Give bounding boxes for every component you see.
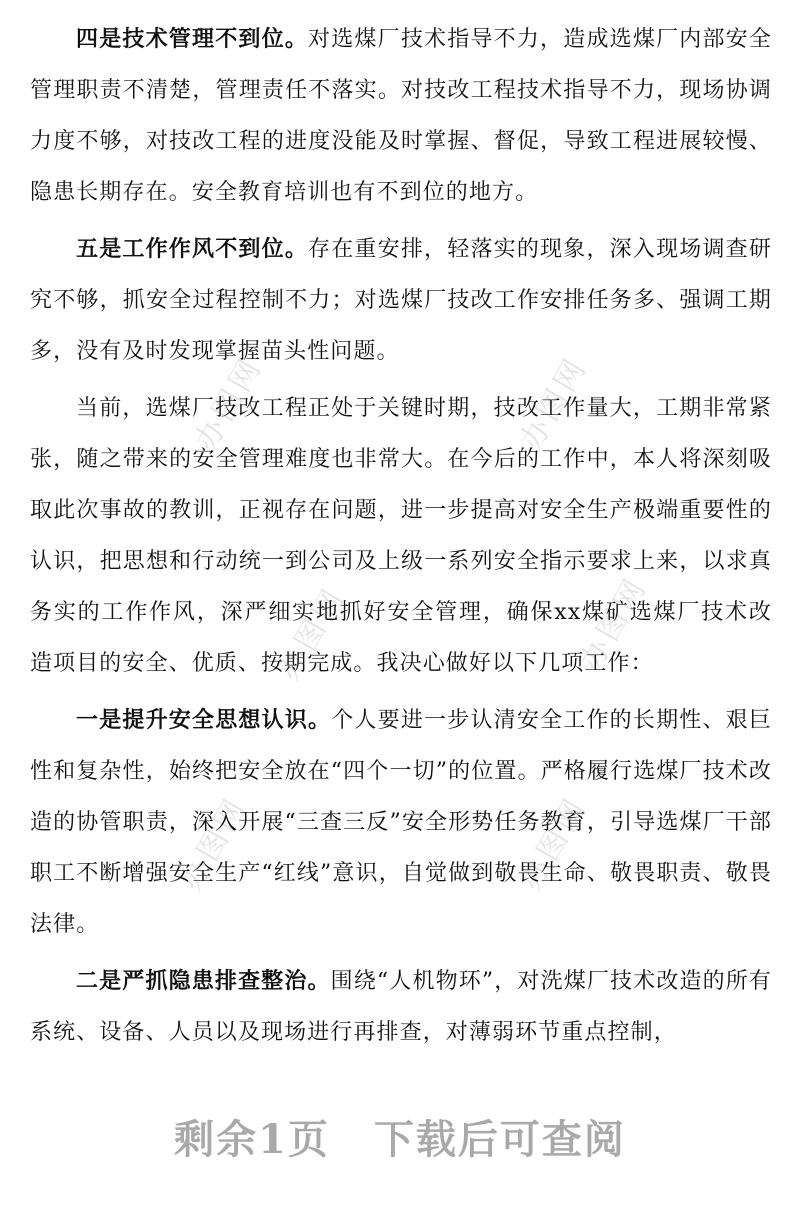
paragraph-lead: 二是严抓隐患排查整治。 xyxy=(76,968,331,994)
paragraph-lead: 五是工作作风不到位。 xyxy=(76,236,309,262)
download-notice[interactable] xyxy=(0,1108,800,1165)
watermark: 办图网 xyxy=(513,350,595,457)
watermark: 办图网 xyxy=(271,580,353,687)
paragraph-text: 存在重安排，轻落实的现象，深入现场调查研究不够，抓安全过程控制不力；对选煤厂技改工作安排任务多、强调工期多，没有及时发现掌握苗头性问题。 xyxy=(30,237,772,364)
paragraph-work-style xyxy=(30,224,772,377)
paragraph-lead: 一是提升安全思想认识。 xyxy=(76,707,332,733)
paragraph-text: 对选煤厂技术指导不力，造成选煤厂内部安全管理职责不清楚，管理责任不落实。对技改工程技术指导不力，现场协调力度不够，对技改工程的进度没能及时掌握、督促，导致工程进展较慢、隐患长期存在。安全教育培训也有不到位的地方。 xyxy=(30,27,772,205)
watermark: 办图网 xyxy=(188,350,270,457)
paragraph-text: 当前，选煤厂技改工程正处于关键时期，技改工作量大，工期非常紧张，随之带来的安全管理难度也非常大。在今后的工作中，本人将深刻吸取此次事故的教训，正视存在问题，进一步提高对安全生产极端重要性的认识，把思想和行动统一到公司及上级一系列安全指示要求上来，以求真务实的工作作风，深严细实地抓好安全管理，确保xx煤矿选煤厂技术改造项目的安全、优质、按期完成。我决心做好以下几项工作： xyxy=(30,396,772,676)
watermark: 办图网 xyxy=(573,570,655,677)
watermark: 办图网 xyxy=(513,790,595,897)
paragraph-safety-awareness xyxy=(30,695,772,950)
paragraph-technical-management xyxy=(30,14,772,218)
paragraph-text: 围绕“人机物环”，对洗煤厂技术改造的所有系统、设备、人员以及现场进行再排查，对薄弱环节重点控制， xyxy=(30,969,773,1045)
paragraph-text: 个人要进一步认清安全工作的长期性、艰巨性和复杂性，始终把安全放在“四个一切”的位置。严格履行选煤厂技术改造的协管职责，深入开展“三查三反”安全形势任务教育，引导选煤厂干部职工不断增强安全生产“红线”意识，自觉做到敬畏生命、敬畏职责、敬畏法律。 xyxy=(30,708,772,937)
document-body xyxy=(30,14,772,1064)
watermark: 办图网 xyxy=(173,790,255,897)
download-to-view-label: 下载后可查阅 xyxy=(373,1116,626,1163)
paragraph-hazard-inspection xyxy=(30,956,772,1058)
remaining-pages-label: 剩余1页 xyxy=(174,1116,330,1163)
paragraph-lead: 四是技术管理不到位。 xyxy=(76,26,309,52)
paragraph-current-situation xyxy=(30,383,772,689)
